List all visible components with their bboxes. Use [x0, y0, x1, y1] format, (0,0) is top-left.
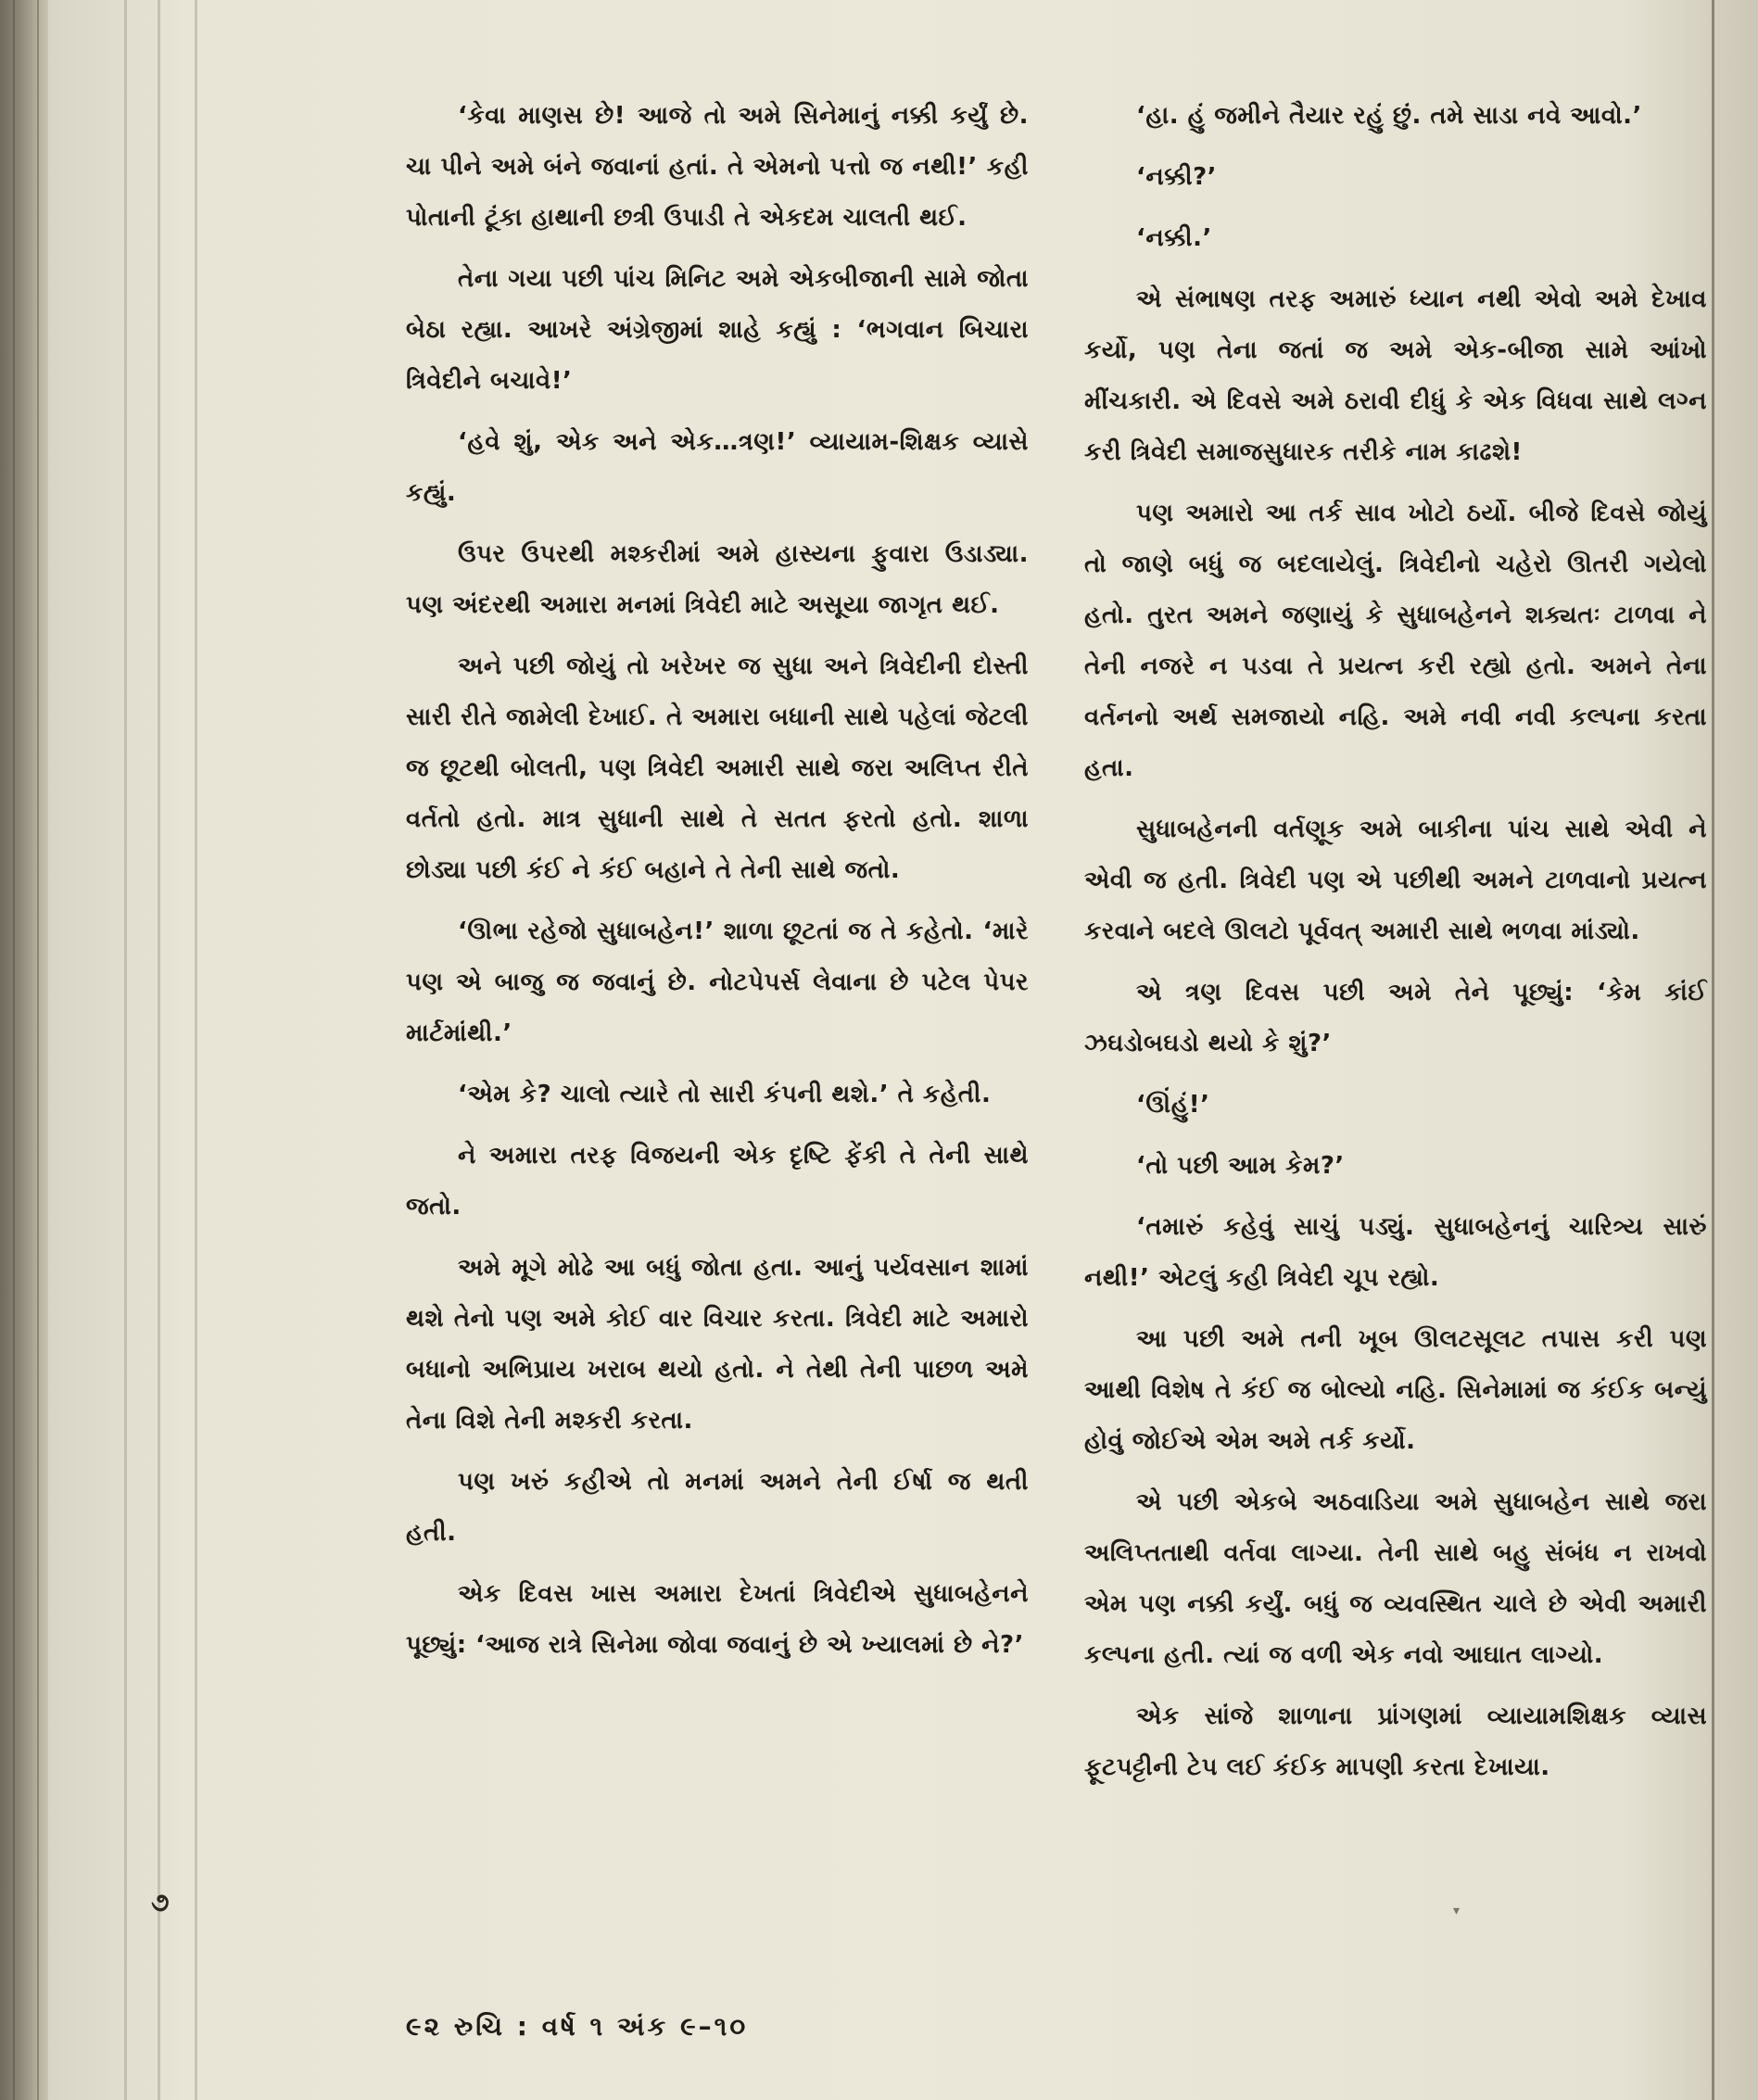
page-leaf-edge: [158, 0, 160, 2100]
paragraph: ‘એમ કે? ચાલો ત્યારે તો સારી કંપની થશે.’ તે કહેતી.: [458, 1081, 992, 1108]
spine-crease: [13, 0, 15, 2100]
paragraph: ‘નક્કી?’: [1136, 163, 1218, 191]
paragraph: ‘ઊભા રહેજો સુધાબહેન!’ શાળા છૂટતાં જ તે કહેતો. ‘મારે પણ એ બાજુ જ જવાનું છે. નોટપેપર્સ લેવાના છે પટેલ પેપર માર્ટમાંથી.’: [406, 917, 1029, 1047]
left-text-column: [406, 91, 1029, 1681]
paragraph: એ સંભાષણ તરફ અમારું ધ્યાન નથી એવો અમે દેખાવ કર્યો, પણ તેના જતાં જ અમે એક-બીજા સામે આંખો મીંચકારી. એ દિવસે અમે ઠરાવી દીધું કે એક વિધવા સાથે લગ્ન કરી ત્રિવેદી સમાજસુધારક તરીકે નામ કાઢશે!: [1084, 285, 1707, 466]
paragraph: ‘તો પછી આમ કેમ?’: [1136, 1152, 1345, 1180]
page-leaf-edge: [195, 0, 197, 2100]
page-footer: ૯૨ રુચિ : વર્ષ ૧ અંક ૯–૧૦: [406, 2011, 749, 2042]
paragraph: એ પછી એકબે અઠવાડિયા અમે સુધાબહેન સાથે જરા અલિપ્તતાથી વર્તવા લાગ્યા. તેની સાથે બહુ સંબંધ ન રાખવો એમ પણ નક્કી કર્યું. બધું જ વ્યવસ્થિત ચાલે છે એવી અમારી કલ્પના હતી. ત્યાં જ વળી એક નવો આઘાત લાગ્યો.: [1084, 1488, 1707, 1669]
page-right-edge: [1712, 0, 1714, 2100]
paragraph: ‘ઊંહું!’: [1136, 1091, 1210, 1119]
right-text-column: [1084, 91, 1707, 1803]
paragraph: તેના ગયા પછી પાંચ મિનિટ અમે એકબીજાની સામે જોતા બેઠા રહ્યા. આખરે અંગ્રેજીમાં શાહે કહ્યું : ‘ભગવાન બિચારા ત્રિવેદીને બચાવે!’: [406, 265, 1029, 395]
spine-crease: [37, 0, 39, 2100]
paragraph: પણ ખરું કહીએ તો મનમાં અમને તેની ઈર્ષા જ થતી હતી.: [406, 1468, 1029, 1547]
paragraph: આ પછી અમે તની ખૂબ ઊલટસૂલટ તપાસ કરી પણ આથી વિશેષ તે કંઈ જ બોલ્યો નહિ. સિનેમામાં જ કંઈક બન્યું હોવું જોઈએ એમ અમે તર્ક કર્યો.: [1084, 1325, 1707, 1455]
paragraph: એક સાંજે શાળાના પ્રાંગણમાં વ્યાયામશિક્ષક વ્યાસ ફૂટપટ્ટીની ટેપ લઈ કંઈક માપણી કરતા દેખાયા.: [1084, 1702, 1707, 1781]
paragraph: સુધાબહેનની વર્તણૂક અમે બાકીના પાંચ સાથે એવી ને એવી જ હતી. ત્રિવેદી પણ એ પછીથી અમને ટાળવાનો પ્રયત્ન કરવાને બદલે ઊલટો પૂર્વવત્ અમારી સાથે ભળવા માંડ્યો.: [1084, 816, 1707, 945]
book-spine: [0, 0, 56, 2100]
paragraph: અમે મૂગે મોઢે આ બધું જોતા હતા. આનું પર્યવસાન શામાં થશે તેનો પણ અમે કોઈ વાર વિચાર કરતા. ત્રિવેદી માટે અમારો બધાનો અભિપ્રાય ખરાબ થયો હતો. ને તેથી તેની પાછળ અમે તેના વિશે તેની મશ્કરી કરતા.: [406, 1254, 1029, 1435]
paragraph: પણ અમારો આ તર્ક સાવ ખોટો ઠર્યો. બીજે દિવસે જોયું તો જાણે બધું જ બદલાયેલું. ત્રિવેદીનો ચહેરો ઊતરી ગયેલો હતો. તુરત અમને જણાયું કે સુધાબહેનને શક્યતઃ ટાળવા ને તેની નજરે ન પડવા તે પ્રયત્ન કરી રહ્યો હતો. અમને તેના વર્તનનો અર્થ સમજાયો નહિ. અમે નવી નવી કલ્પના કરતા હતા.: [1084, 500, 1707, 782]
paragraph: ‘નક્કી.’: [1136, 224, 1212, 252]
paragraph: ‘હવે શું, એક અને એક…ત્રણ!’ વ્યાયામ-શિક્ષક વ્યાસે કહ્યું.: [406, 428, 1029, 507]
print-speck: ▾: [1453, 1904, 1461, 1918]
paragraph: અને પછી જોયું તો ખરેખર જ સુધા અને ત્રિવેદીની દોસ્તી સારી રીતે જામેલી દેખાઈ. તે અમારા બધાની સાથે પહેલાં જેટલી જ છૂટથી બોલતી, પણ ત્રિવેદી અમારી સાથે જરા અલિપ્ત રીતે વર્તતો હતો. માત્ર સુધાની સાથે તે સતત ફરતો હતો. શાળા છોડ્યા પછી કંઈ ને કંઈ બહાને તે તેની સાથે જતો.: [406, 652, 1029, 884]
paragraph: ને અમારા તરફ વિજયની એક દૃષ્ટિ ફેંકી તે તેની સાથે જતો.: [406, 1142, 1029, 1221]
paragraph: એ ત્રણ દિવસ પછી અમે તેને પૂછ્યું: ‘કેમ કાંઈ ઝઘડોબઘડો થયો કે શું?’: [1084, 979, 1707, 1057]
paragraph: એક દિવસ ખાસ અમારા દેખતાં ત્રિવેદીએ સુધાબહેનને પૂછ્યું: ‘આજ રાત્રે સિનેમા જોવા જવાનું છે એ ખ્યાલમાં છે ને?’: [406, 1580, 1029, 1659]
page-leaf-edge: [124, 0, 127, 2100]
paragraph: ‘કેવા માણસ છે! આજે તો અમે સિનેમાનું નક્કી કર્યું છે. ચા પીને અમે બંને જવાનાં હતાં. તે એમનો પત્તો જ નથી!’ કહી પોતાની ટૂંકા હાથાની છત્રી ઉપાડી તે એકદમ ચાલતી થઈ.: [406, 102, 1029, 232]
paragraph: ‘તમારું કહેવું સાચું પડ્યું. સુધાબહેનનું ચારિત્ર્ય સારું નથી!’ એટલું કહી ત્રિવેદી ચૂપ રહ્યો.: [1084, 1213, 1707, 1292]
margin-page-number: ૭: [151, 1887, 170, 1917]
paragraph: ‘હા. હું જમીને તૈયાર રહું છું. તમે સાડા નવે આવો.’: [1136, 102, 1642, 130]
paragraph: ઉપર ઉપરથી મશ્કરીમાં અમે હાસ્યના ફુવારા ઉડાડ્યા. પણ અંદરથી અમારા મનમાં ત્રિવેદી માટે અસૂયા જાગૃત થઈ.: [406, 540, 1029, 619]
